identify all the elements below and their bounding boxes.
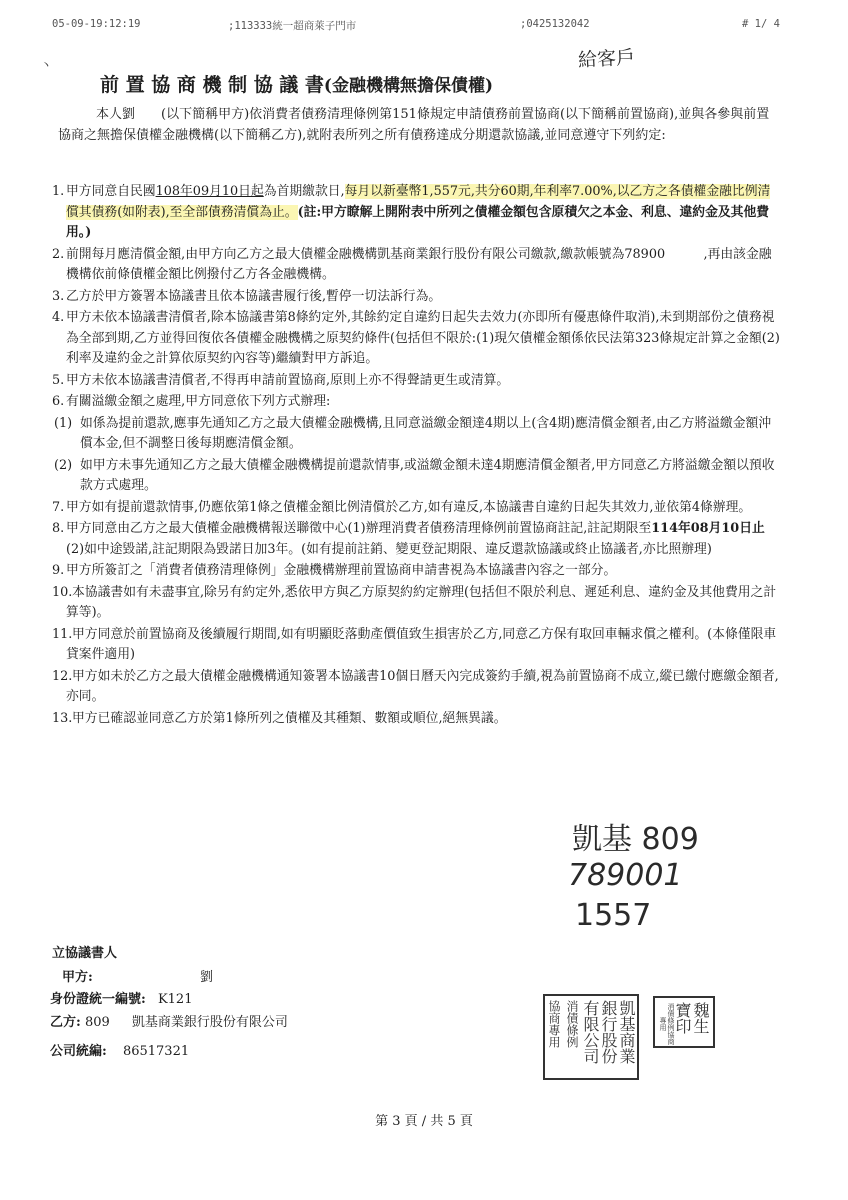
list-item [52, 287, 780, 308]
id-number-row: 身份證統一編號: K121 [50, 992, 193, 1007]
item-number: 8. [52, 521, 65, 536]
list-item [52, 371, 780, 392]
handwritten-amount: 1557 [575, 898, 652, 933]
list-item [52, 519, 780, 560]
title-main: 前 置 協 商 機 制 協 議 書 [100, 74, 324, 96]
item-number: 1. [52, 184, 65, 199]
personal-seal-stamp: 魏生 寶印 消債條例協商專用 [653, 996, 715, 1048]
item-note: (註:甲方瞭解上開附表中所列之債權金額包含原積欠之本金、利息、違約金及其他費用。) [66, 204, 770, 240]
item-text: 如甲方未事先通知乙方之最大債權金融機構提前還款情事,或溢繳金額未達4期應清償金額者,甲方同意乙方將溢繳金額以預收款方式處理。 [80, 457, 775, 493]
list-item [52, 667, 780, 708]
item-text: 甲方同意於前置協商及後續履行期間,如有明顯貶落動產價值致生損害於乙方,同意乙方保有取回車輛求償之權利。(本條僅限車貸案件適用) [66, 626, 777, 662]
item-text: (2)如中途毀諾,註記期限為毀諾日加3年。(如有提前註銷、變更登記期限、違反還款協議或終止協議者,亦比照辦理) [66, 541, 712, 557]
first-payment-date: 108年09月10日起 [155, 184, 264, 199]
handwritten-account: 789001 [568, 858, 683, 893]
handwritten-top-note: 給客戶 [577, 46, 636, 72]
fax-phone: ;0425132042 [520, 18, 590, 30]
list-item [52, 561, 780, 582]
item-text: ,共分60期,年利率7.00%,以乙方之各債權金融比例清償其債務(如附表),至全部債務清償為止。 [66, 184, 771, 220]
list-item [52, 308, 780, 370]
page-footer: 第 3 頁 / 共 5 頁 [375, 1114, 473, 1129]
item-text: 有關溢繳金額之處理,甲方同意依下列方式辦理: [66, 394, 331, 409]
item-number: (1) [54, 415, 73, 431]
item-number: 10. [52, 584, 73, 600]
item-number: 5. [52, 372, 65, 388]
item-text: 為首期繳款日, [263, 184, 345, 199]
list-item [52, 498, 780, 519]
item-text: 甲方同意由乙方之最大債權金融機構報送聯徵中心(1)辦理消費者債務清理條例前置協商註記,註記期限至 [66, 521, 652, 536]
sub-list-item [52, 414, 780, 455]
sub-list-item [52, 456, 780, 497]
agreement-items [52, 182, 780, 729]
title-suffix: (金融機構無擔保債權) [323, 76, 494, 96]
item-number: 4. [52, 310, 65, 325]
item-text: 甲方如未於乙方之最大債權金融機構通知簽署本協議書10個日曆天內完成簽約手續,視為前置協商不成立,縱已繳付應繳金額者,亦同。 [66, 668, 779, 704]
fax-header [52, 18, 812, 32]
item-text: 前開每月應清償金額,由甲方向乙方之最大債權金融機構凱基商業銀行股份有限公司繳款,繳款帳號為78900 ,再由該金融機構依前條債權金額比例撥付乙方各金融機構。 [66, 246, 772, 282]
item-number: 2. [52, 246, 65, 262]
fax-page: # 1/ 4 [742, 18, 780, 30]
list-item [52, 583, 780, 624]
registration-deadline: 114年08月10日止 [651, 521, 765, 536]
item-text: 甲方未依本協議書清償者,不得再申請前置協商,原則上亦不得聲請更生或清算。 [66, 372, 510, 388]
list-item [52, 709, 780, 730]
item-text: 甲方已確認並同意乙方於第1條所列之債權及其種類、數額或順位,絕無異議。 [72, 710, 507, 726]
item-number: 9. [52, 563, 65, 578]
item-text: 本協議書如有未盡事宜,除另有約定外,悉依甲方與乙方原契約約定辦理(包括但不限於利息、遲延利息、違約金及其他費用之計算等)。 [66, 584, 777, 620]
item-text: 甲方未依本協議書清償者,除本協議書第8條約定外,其餘約定自違約日起失去效力(亦即所有優惠條件取消),未到期部份之債務視為全部到期,乙方並得回復依各債權金融機構之原契約條件(包括但不限於:(1)現欠債權金額係依民法第323條規定計算之金額(2)利率及違約金之計算依原契約內容等)繼續對甲方訴追。 [66, 310, 780, 366]
item-number: 3. [52, 288, 65, 304]
list-item [52, 392, 780, 413]
item-text: 甲方同意自民國 [66, 184, 156, 199]
corner-mark: 丶 [40, 58, 53, 72]
item-number: 11. [52, 626, 73, 642]
item-number: 6. [52, 394, 65, 409]
signatories-heading: 立協議書人 [52, 946, 118, 961]
intro-paragraph: 本人劉 (以下簡稱甲方)依消費者債務清理條例第151條規定申請債務前置協商(以下簡稱前置協商),並與各參與前置協商之無擔保債權金融機構(以下簡稱乙方),就附表所列之所有債務達成分期還款協議,並同意遵守下列約定: [58, 107, 770, 143]
item-number: 13. [52, 710, 73, 726]
item-number: 7. [52, 499, 65, 515]
fax-datetime: 05-09-19:12:19 [52, 18, 141, 30]
party-a-row: 甲方: 劉 [62, 970, 214, 985]
monthly-amount-highlight: 每月以新臺幣1,557元 [344, 184, 471, 199]
item-text: 乙方於甲方簽署本協議書且依本協議書履行後,暫停一切法訴行為。 [66, 288, 442, 304]
item-number: 12. [52, 668, 73, 684]
page-title [100, 70, 493, 97]
fax-sender: ;113333統一超商萊子門市 [228, 20, 357, 32]
bank-seal-stamp: 凱基商業 銀行股份 有限公司 消債條例 協商專用 [543, 994, 639, 1080]
list-item [52, 625, 780, 666]
tax-id-row: 公司統編: 86517321 [50, 1044, 190, 1059]
handwritten-bank-code: 凱基 809 [572, 822, 699, 857]
item-text: 如係為提前還款,應事先通知乙方之最大債權金融機構,且同意溢繳金額達4期以上(含4期)應清償金額者,由乙方將溢繳金額沖償本金,但不調整日後每期應清償金額。 [80, 415, 772, 451]
list-item [52, 182, 780, 244]
party-b-row: 乙方: 809 凱基商業銀行股份有限公司 [50, 1015, 288, 1030]
item-text: 甲方所簽訂之「消費者債務清理條例」金融機構辦理前置協商申請書視為本協議書內容之一部分。 [66, 563, 617, 578]
item-text: 甲方如有提前還款情事,仍應依第1條之債權金額比例清償於乙方,如有違反,本協議書自違約日起失其效力,並依第4條辦理。 [66, 499, 752, 515]
list-item [52, 245, 780, 286]
item-number: (2) [54, 457, 73, 473]
